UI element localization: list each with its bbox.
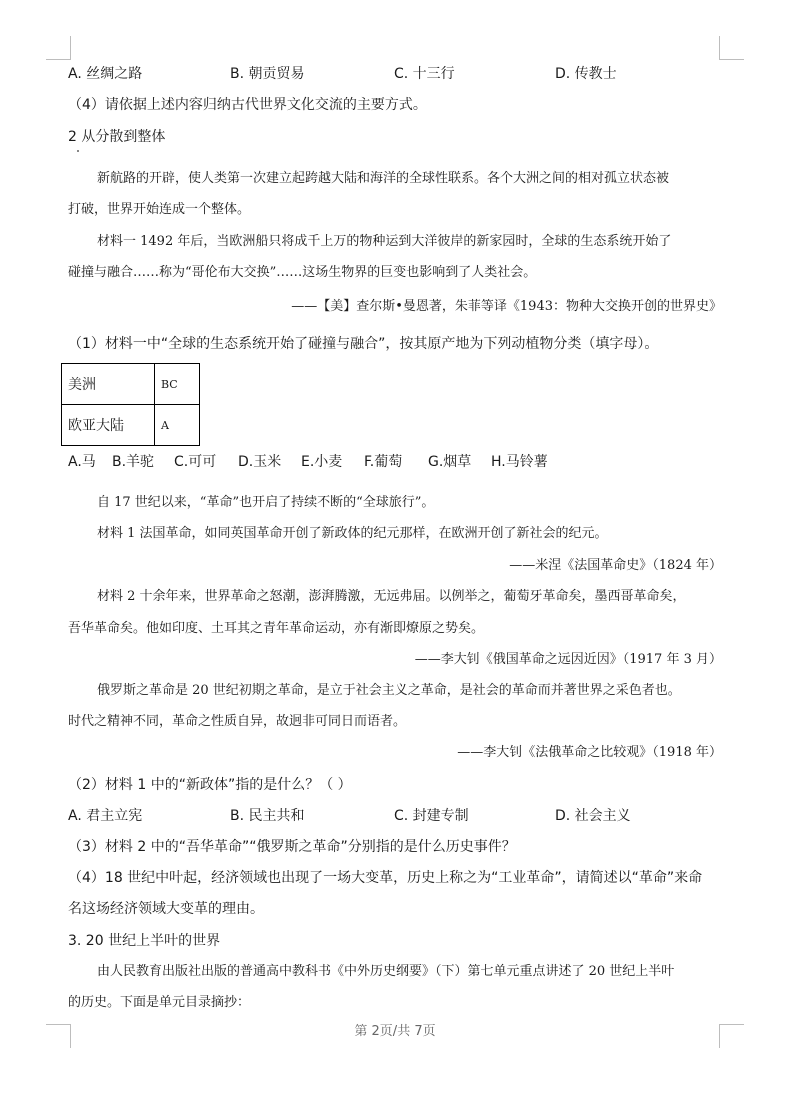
s2-intro-line1: 新航路的开辟，使人类第一次建立起跨越大陆和海洋的全球性联系。各个大洲之间的相对孤立状态被: [97, 171, 670, 186]
revolution-material2-source: ——李大钊《俄国革命之远因近因》（1917 年 3 月）: [414, 652, 722, 667]
option-d: D. 传教士: [555, 66, 617, 82]
question-1: （1）材料一中“全球的生态系统开始了碰撞与融合”，按其原产地为下列动植物分类（填字母）。: [68, 336, 659, 352]
page-footer: 第 2页/共 7页: [354, 1024, 436, 1039]
species-list: [68, 452, 628, 472]
question-4-line2: 名这场经济领域大变革的理由。: [68, 901, 264, 917]
list-item: G.烟草: [428, 454, 472, 470]
list-item: H.马铃薯: [491, 454, 548, 470]
crop-mark-top-right-v: [719, 36, 720, 60]
s3-line2: 的历史。下面是单元目录摘抄：: [68, 995, 251, 1010]
option-b: B. 朝贡贸易: [230, 66, 305, 82]
option-a: A. 丝绸之路: [68, 66, 143, 82]
question-3: （3）材料 2 中的“吾华革命”“俄罗斯之革命”分别指的是什么历史事件？: [68, 839, 516, 855]
question-2: （2）材料 1 中的“新政体”指的是什么？（ ）: [68, 777, 352, 793]
list-item: C.可可: [174, 454, 217, 470]
table-cell-answer: A: [155, 405, 200, 446]
option-b: B. 民主共和: [230, 808, 305, 824]
list-item: A.马: [68, 454, 96, 470]
classification-table: [61, 363, 200, 446]
revolution-material3-line1: 俄罗斯之革命是 20 世纪初期之革命，是立于社会主义之革命，是社会的革命而并著世界之采色者也。: [97, 683, 681, 698]
table-row: [62, 405, 200, 446]
revolution-intro: 自 17 世纪以来，“革命”也开启了持续不断的“全球旅行”。: [97, 495, 435, 510]
table-cell-label: 美洲: [62, 364, 155, 405]
revolution-material3-line2: 时代之精神不同，革命之性质自异，故迥非可同日而语者。: [68, 714, 407, 729]
prev-question-4: （4）请依据上述内容归纳古代世界文化交流的主要方式。: [68, 97, 427, 113]
option-c: C. 十三行: [394, 66, 455, 82]
revolution-material2-line2: 吾华革命矣。他如印度、土耳其之青年革命运动，亦有渐即燎原之势矣。: [68, 621, 485, 636]
stray-mark: [77, 150, 79, 152]
table-cell-answer: BC: [155, 364, 200, 405]
list-item: B.羊驼: [112, 454, 155, 470]
list-item: D.玉米: [238, 454, 282, 470]
crop-mark-top-left-h: [46, 59, 70, 60]
revolution-material3-source: ——李大钊《法俄革命之比较观》（1918 年）: [457, 745, 722, 760]
list-item: F.葡萄: [364, 454, 403, 470]
option-d: D. 社会主义: [555, 808, 631, 824]
table-row: [62, 364, 200, 405]
crop-mark-top-left-v: [70, 36, 71, 60]
s2-material1-source: ——【美】查尔斯•曼恩著，朱菲等译《1943：物种大交换开创的世界史》: [291, 299, 722, 314]
option-a: A. 君主立宪: [68, 808, 143, 824]
list-item: E.小麦: [301, 454, 343, 470]
s2-material1-line1: 材料一 1492 年后，当欧洲船只将成千上万的物种运到大洋彼岸的新家园时，全球的生态系统开始了: [97, 234, 672, 249]
question-4-line1: （4）18 世纪中叶起，经济领域也出现了一场大变革，历史上称之为“工业革命”，请简述以“革命”来命: [68, 870, 703, 886]
table-cell-label: 欧亚大陆: [62, 405, 155, 446]
option-c: C. 封建专制: [394, 808, 469, 824]
section-3-title: 3. 20 世纪上半叶的世界: [68, 933, 221, 949]
revolution-material1-source: ——米涅《法国革命史》（1824 年）: [509, 558, 722, 573]
section-2-title: 2 从分散到整体: [68, 129, 166, 145]
crop-mark-top-right-h: [720, 59, 744, 60]
s2-material1-line2: 碰撞与融合……称为“哥伦布大交换”……这场生物界的巨变也影响到了人类社会。: [68, 265, 537, 280]
prev-question-options: [68, 64, 728, 84]
revolution-material2-line1: 材料 2 十余年来，世界革命之怒潮，澎湃腾激，无远弗届。以例举之，葡萄牙革命矣，墨西哥革命矣，: [97, 589, 686, 604]
s3-line1: 由人民教育出版社出版的普通高中教科书《中外历史纲要》（下）第七单元重点讲述了 20 世纪上半叶: [97, 964, 675, 979]
question-2-options: [68, 806, 728, 826]
s2-intro-line2: 打破，世界开始连成一个整体。: [68, 202, 251, 217]
revolution-material1: 材料 1 法国革命，如同英国革命开创了新政体的纪元那样，在欧洲开创了新社会的纪元。: [97, 526, 608, 541]
